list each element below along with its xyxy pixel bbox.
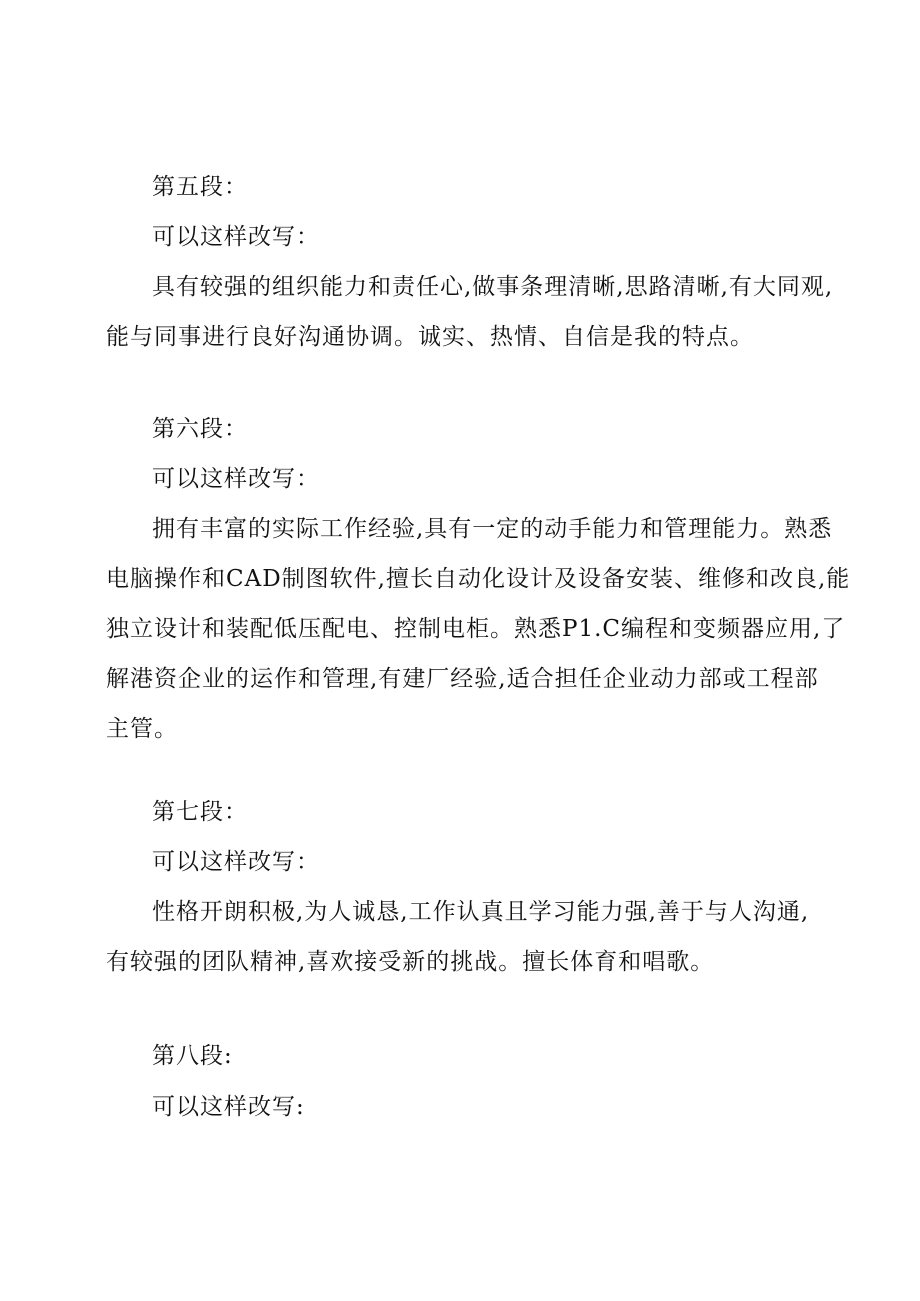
paragraph-line: 有较强的团队精神,喜欢接受新的挑战。擅长体育和唱歌。 (106, 949, 715, 975)
paragraph-line: 拥有丰富的实际工作经验,具有一定的动手能力和管理能力。熟悉 (152, 516, 833, 542)
paragraph-line: 具有较强的组织能力和责任心,做事条理清晰,思路清晰,有大同观, (152, 274, 834, 300)
paragraph-line: 性格开朗积极,为人诚恳,工作认真且学习能力强,善于与人沟通, (152, 899, 810, 925)
section-intro: 可以这样改写： (152, 224, 320, 250)
section-heading: 第七段： (152, 799, 248, 825)
section-heading: 第六段： (152, 416, 248, 442)
paragraph-line: 能与同事进行良好沟通协调。诚实、热情、自信是我的特点。 (106, 324, 754, 350)
section-intro: 可以这样改写： (152, 466, 320, 492)
section-intro: 可以这样改写： (152, 849, 320, 875)
paragraph-line: 电脑操作和CAD制图软件,擅长自动化设计及设备安装、维修和改良,能 (106, 566, 851, 592)
section-heading: 第五段： (152, 174, 248, 200)
paragraph-line: 解港资企业的运作和管理,有建厂经验,适合担任企业动力部或工程部 (106, 666, 819, 692)
paragraph-line: 主管。 (106, 716, 178, 742)
paragraph-line: 独立设计和装配低压配电、控制电柜。熟悉P1.C编程和变频器应用,了 (106, 616, 846, 642)
section-heading: 第八段: (152, 1043, 233, 1069)
section-intro: 可以这样改写: (152, 1094, 305, 1120)
